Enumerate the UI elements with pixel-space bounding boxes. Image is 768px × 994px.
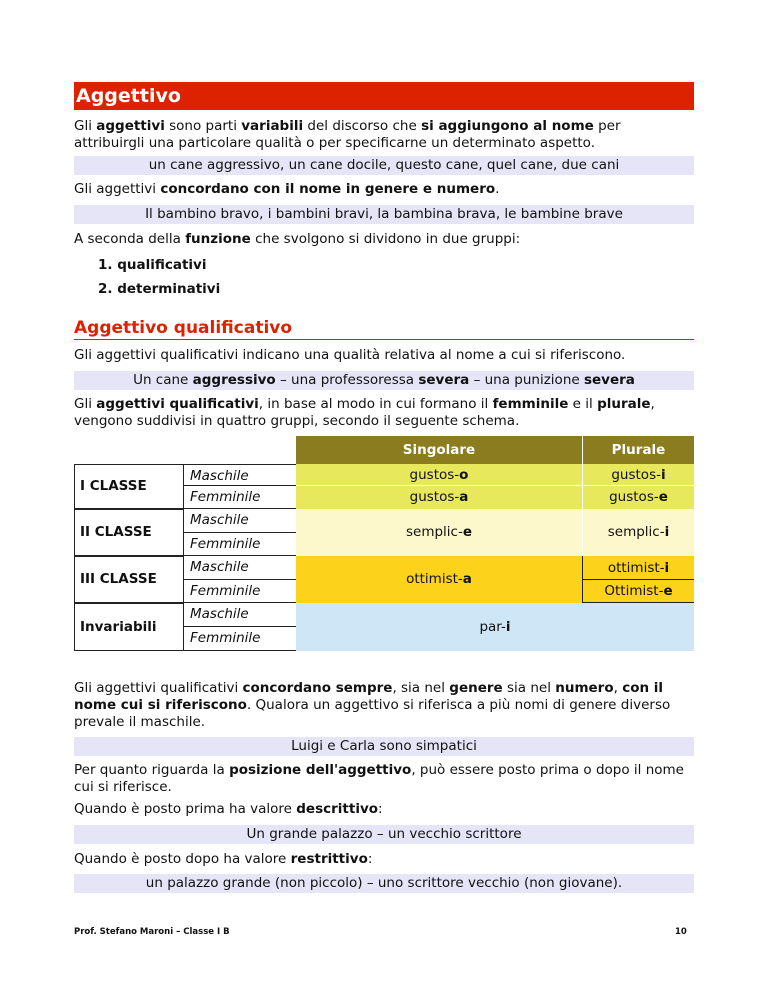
intro-paragraph: Gli aggettivi sono parti variabili del discorso che si aggiungono al nome per attribuirgli una particolare qualità o per specificarne un determinato aspetto.: [74, 118, 621, 151]
class-3-fem-plural: Ottimist-e: [582, 580, 694, 603]
function-paragraph: A seconda della funzione che svolgono si dividono in due gruppi:: [74, 231, 521, 247]
class-2-plural: semplic-i: [582, 509, 694, 556]
gender-masculine: Maschile: [184, 464, 296, 486]
class-2-label: II CLASSE: [74, 509, 184, 556]
class-3-masc-plural: ottimist-i: [582, 556, 694, 580]
position-paragraph: Per quanto riguarda la posizione dell'aggettivo, può essere posto prima o dopo il nome cui si riferisce.: [74, 762, 684, 795]
class-2-singular: semplic-e: [296, 509, 582, 556]
descriptive-paragraph: Quando è posto prima ha valore descrittivo:: [74, 801, 383, 817]
gender-feminine: Femminile: [184, 627, 296, 651]
example-6: un palazzo grande (non piccolo) – uno scrittore vecchio (non giovane).: [74, 874, 694, 893]
footer-author: Prof. Stefano Maroni – Classe I B: [74, 927, 230, 937]
class-1-masc-plural: gustos-i: [582, 464, 694, 486]
example-1: un cane aggressivo, un cane docile, questo cane, quel cane, due cani: [74, 156, 694, 175]
class-1-masc-singular: gustos-o: [296, 464, 582, 486]
example-3: Un cane aggressivo – una professoressa severa – una punizione severa: [74, 371, 694, 390]
class-1-fem-plural: gustos-e: [582, 486, 694, 509]
gender-masculine: Maschile: [184, 603, 296, 627]
gender-feminine: Femminile: [184, 486, 296, 509]
gender-masculine: Maschile: [184, 556, 296, 580]
page-title: Aggettivo: [74, 82, 694, 110]
list-item: 2. determinativi: [98, 281, 221, 297]
example-4: Luigi e Carla sono simpatici: [74, 737, 694, 756]
class-3-label: III CLASSE: [74, 556, 184, 603]
page-number: 10: [675, 927, 687, 937]
class-1-label: I CLASSE: [74, 464, 184, 509]
restrictive-paragraph: Quando è posto dopo ha valore restrittivo:: [74, 851, 373, 867]
section-title: Aggettivo qualificativo: [74, 318, 694, 340]
classification-paragraph: Gli aggettivi qualificativi, in base al modo in cui formano il femminile e il plurale, vengono suddivisi in quattro gruppi, secondo il seguente schema.: [74, 396, 655, 429]
invariable-label: Invariabili: [74, 603, 184, 651]
header-singular: Singolare: [296, 436, 582, 464]
gender-masculine: Maschile: [184, 509, 296, 533]
invariable-form: par-i: [296, 603, 694, 651]
class-3-singular: ottimist-a: [296, 556, 582, 603]
header-plural: Plurale: [582, 436, 694, 464]
list-item: 1. qualificativi: [98, 257, 207, 273]
class-1-fem-singular: gustos-a: [296, 486, 582, 509]
example-5: Un grande palazzo – un vecchio scrittore: [74, 825, 694, 844]
gender-feminine: Femminile: [184, 533, 296, 556]
qualificativi-paragraph: Gli aggettivi qualificativi indicano una qualità relativa al nome a cui si riferiscono.: [74, 347, 626, 363]
example-2: Il bambino bravo, i bambini bravi, la bambina brava, le bambine brave: [74, 205, 694, 224]
gender-feminine: Femminile: [184, 580, 296, 603]
concord-paragraph: Gli aggettivi qualificativi concordano sempre, sia nel genere sia nel numero, con il nome cui si riferiscono. Qualora un aggettivo si riferisca a più nomi di genere diverso prevale il maschile.: [74, 680, 671, 730]
agreement-paragraph: Gli aggettivi concordano con il nome in genere e numero.: [74, 181, 500, 197]
